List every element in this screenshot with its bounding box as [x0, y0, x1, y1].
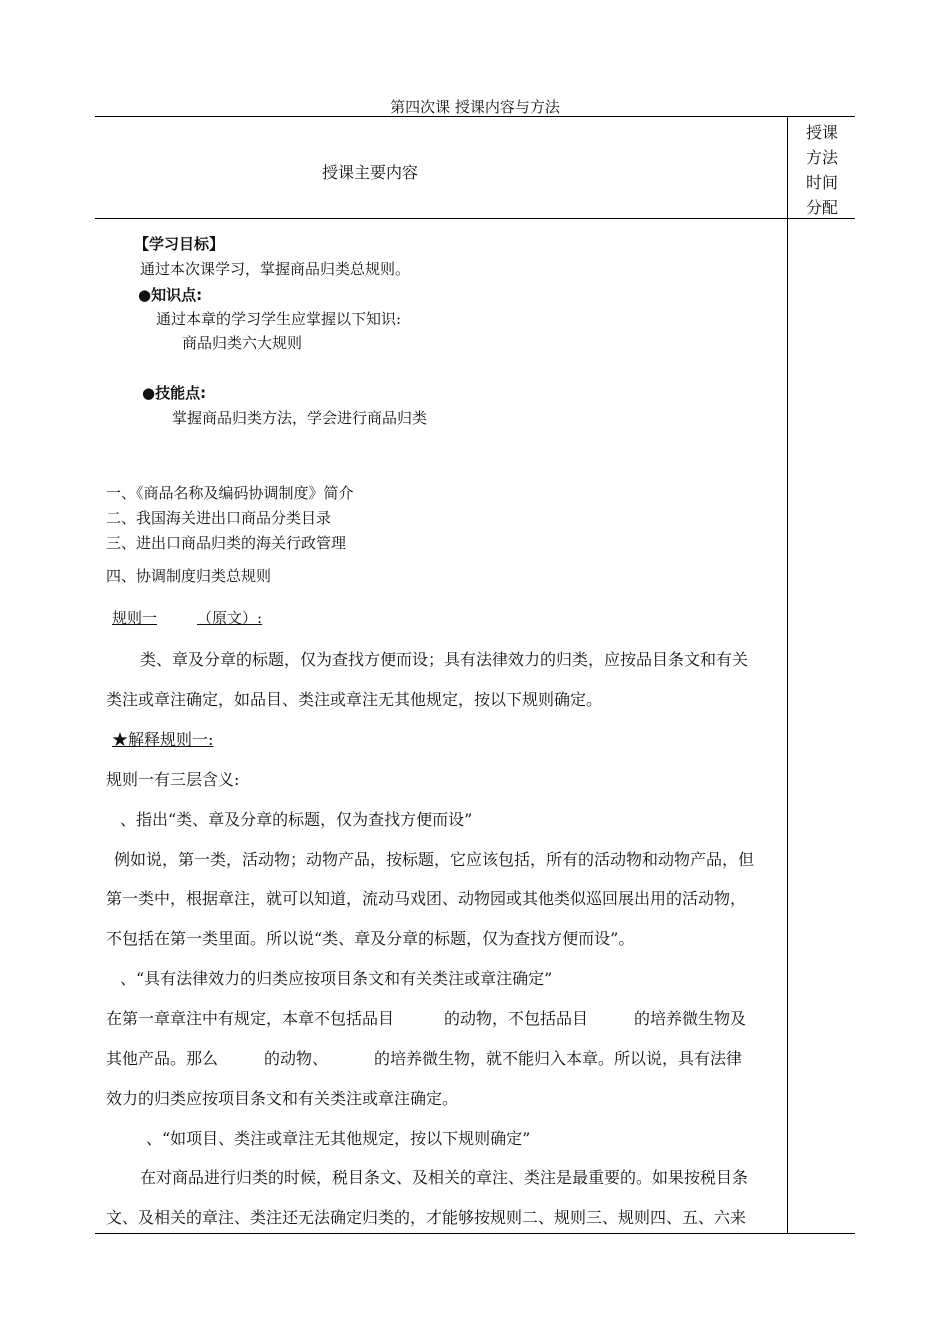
objectives-heading: 【学习目标】	[134, 235, 225, 253]
point1-heading: 、指出“类、章及分章的标题，仅为查找方便而设”	[120, 810, 473, 829]
header-side-line: 时间	[805, 173, 838, 192]
point3-heading: 、“如项目、类注或章注无其他规定，按以下规则确定”	[146, 1129, 531, 1148]
knowledge-intro: 通过本章的学习学生应掌握以下知识:	[156, 310, 402, 328]
header-side-line: 方法	[805, 148, 838, 167]
point2-seg: 在第一章章注中有规定，本章不包括品目	[106, 1009, 395, 1028]
rule1-text-line: 类、章及分章的标题，仅为查找方便而设；具有法律效力的归类，应按品目条文和有关	[140, 650, 749, 669]
rule1-label-name: 规则一	[112, 609, 158, 627]
point2-seg: 其他产品。那么	[106, 1049, 219, 1068]
skill-item: 掌握商品归类方法，学会进行商品归类	[172, 409, 428, 427]
outline-item: 三、进出口商品归类的海关行政管理	[106, 534, 347, 552]
point2-seg: 的动物、	[264, 1049, 329, 1068]
knowledge-item: 商品归类六大规则	[182, 334, 303, 352]
knowledge-label: ●知识点:	[138, 286, 203, 304]
rule1-text-line: 类注或章注确定，如品目、类注或章注无其他规定，按以下规则确定。	[106, 690, 603, 709]
three-meanings: 规则一有三层含义:	[106, 770, 240, 789]
rule1-label-suffix: （原文）:	[197, 609, 263, 627]
point2-line-3: 效力的归类应按项目条文和有关类注或章注确定。	[106, 1089, 459, 1108]
point1-line: 不包括在第一类里面。所以说“类、章及分章的标题，仅为查找方便而设”。	[106, 929, 635, 948]
point2-line-1	[106, 1006, 746, 1029]
point2-heading: 、“具有法律效力的归类应按项目条文和有关类注或章注确定”	[120, 969, 553, 988]
rule1-label	[112, 607, 262, 628]
header-divider	[95, 218, 855, 219]
point2-line-2	[106, 1046, 742, 1069]
table-bottom-border	[95, 1233, 855, 1234]
point2-seg: 的培养微生物，就不能归入本章。所以说，具有法律	[374, 1049, 743, 1068]
page-title: 第四次课 授课内容与方法	[390, 98, 560, 116]
skill-label: ●技能点:	[142, 384, 207, 402]
table-top-border	[95, 116, 855, 117]
outline-item: 二、我国海关进出口商品分类目录	[106, 509, 332, 527]
header-side-line: 授课	[805, 123, 838, 142]
outline-item: 一、《商品名称及编码协调制度》简介	[106, 484, 354, 502]
point1-line: 例如说，第一类，活动物；动物产品，按标题，它应该包括，所有的活动物和动物产品，但	[114, 850, 755, 869]
objectives-intro: 通过本次课学习，掌握商品归类总规则。	[140, 260, 411, 278]
point2-seg: 的动物，不包括品目	[444, 1009, 589, 1028]
point3-line: 文、及相关的章注、类注还无法确定归类的，才能够按规则二、规则三、规则四、五、六来	[106, 1208, 747, 1227]
explain-heading: ★解释规则一:	[112, 730, 214, 749]
outline-item: 四、协调制度归类总规则	[106, 567, 272, 585]
header-side-line: 分配	[805, 198, 838, 217]
column-divider	[787, 116, 788, 1234]
header-side-column	[790, 120, 854, 220]
point2-seg: 的培养微生物及	[634, 1009, 747, 1028]
point1-line: 第一类中，根据章注，就可以知道，流动马戏团、动物园或其他类似巡回展出用的活动物，	[106, 889, 747, 908]
point3-line: 在对商品进行归类的时候，税目条文、及相关的章注、类注是最重要的。如果按税目条	[140, 1168, 749, 1187]
header-main-content: 授课主要内容	[322, 163, 419, 182]
